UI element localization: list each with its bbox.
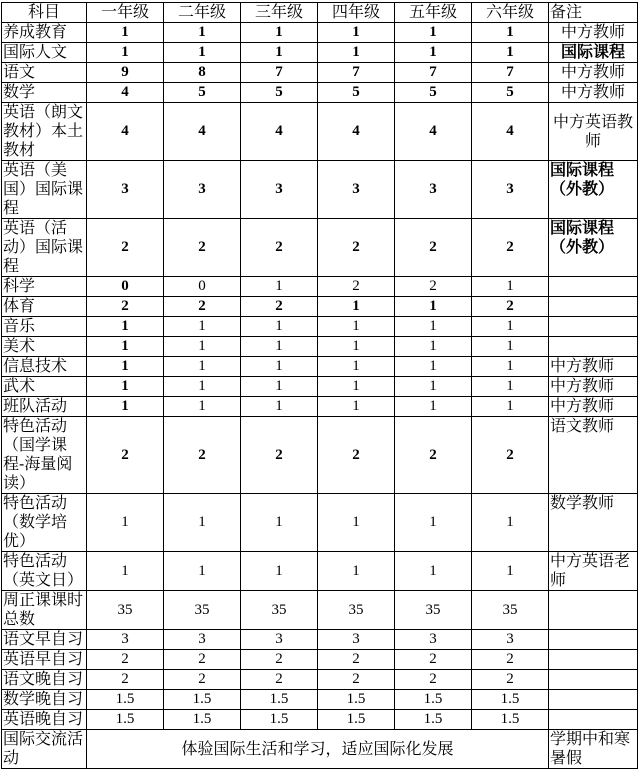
subject-name: 国际交流活动 (2, 730, 87, 769)
hours-grade-2: 3 (164, 161, 241, 219)
hours-grade-6: 3 (472, 161, 549, 219)
hours-grade-6: 1 (472, 552, 549, 591)
subject-row (2, 630, 638, 650)
hours-grade-2: 1 (164, 357, 241, 377)
hours-grade-1: 1.5 (87, 690, 164, 710)
hours-grade-6: 5 (472, 83, 549, 103)
hours-grade-5: 1 (395, 23, 472, 43)
remark-empty (549, 710, 638, 730)
hours-grade-4: 1 (318, 377, 395, 397)
remark: 中方教师 (549, 357, 638, 377)
hours-grade-5: 1 (395, 43, 472, 63)
hours-grade-3: 1 (241, 552, 318, 591)
hours-grade-6: 1.5 (472, 710, 549, 730)
header-subject: 科目 (2, 3, 87, 23)
hours-grade-6: 1 (472, 337, 549, 357)
hours-grade-5: 35 (395, 591, 472, 630)
header-row (2, 3, 638, 23)
hours-grade-5: 3 (395, 630, 472, 650)
remark: 中方教师 (549, 83, 638, 103)
remark-empty (549, 297, 638, 317)
hours-grade-3: 1 (241, 377, 318, 397)
subject-name: 美术 (2, 337, 87, 357)
subject-row (2, 219, 638, 277)
remark: 数学教师 (549, 494, 638, 552)
hours-grade-5: 1.5 (395, 710, 472, 730)
hours-grade-4: 1 (318, 23, 395, 43)
remark: 中方教师 (549, 23, 638, 43)
subject-row (2, 161, 638, 219)
hours-grade-2: 1 (164, 397, 241, 417)
remark-empty (549, 630, 638, 650)
subject-name: 特色活动（国学课程-海量阅读） (2, 417, 87, 494)
hours-grade-2: 1 (164, 377, 241, 397)
subject-name: 养成教育 (2, 23, 87, 43)
hours-grade-3: 1 (241, 317, 318, 337)
subject-name: 体育 (2, 297, 87, 317)
hours-grade-2: 2 (164, 219, 241, 277)
subject-row (2, 397, 638, 417)
hours-grade-1: 1.5 (87, 710, 164, 730)
remark-empty (549, 591, 638, 630)
hours-grade-5: 1 (395, 552, 472, 591)
subject-name: 数学 (2, 83, 87, 103)
hours-grade-4: 2 (318, 277, 395, 297)
subject-name: 英语（美国）国际课程 (2, 161, 87, 219)
hours-grade-3: 1.5 (241, 710, 318, 730)
hours-grade-3: 1 (241, 277, 318, 297)
subject-name: 英语（活动）国际课程 (2, 219, 87, 277)
subject-name: 武术 (2, 377, 87, 397)
hours-grade-1: 1 (87, 357, 164, 377)
subject-name: 国际人文 (2, 43, 87, 63)
header-grade-1: 一年级 (87, 3, 164, 23)
subject-row (2, 417, 638, 494)
hours-grade-2: 1 (164, 552, 241, 591)
hours-grade-2: 1 (164, 43, 241, 63)
hours-grade-3: 1 (241, 23, 318, 43)
remark: 中方教师 (549, 377, 638, 397)
remark: 国际课程 (549, 43, 638, 63)
hours-grade-2: 1.5 (164, 710, 241, 730)
header-grade-2: 二年级 (164, 3, 241, 23)
hours-grade-4: 1 (318, 337, 395, 357)
hours-grade-5: 1 (395, 317, 472, 337)
remark: 学期中和寒暑假 (549, 730, 638, 769)
subject-row (2, 494, 638, 552)
hours-grade-6: 1 (472, 494, 549, 552)
hours-grade-6: 35 (472, 591, 549, 630)
hours-grade-4: 2 (318, 417, 395, 494)
hours-grade-6: 2 (472, 650, 549, 670)
hours-grade-2: 2 (164, 670, 241, 690)
hours-grade-4: 3 (318, 630, 395, 650)
remark-empty (549, 277, 638, 297)
subject-row (2, 43, 638, 63)
hours-grade-6: 1 (472, 377, 549, 397)
subject-name: 信息技术 (2, 357, 87, 377)
exchange-row (2, 730, 638, 769)
hours-grade-6: 3 (472, 630, 549, 650)
subject-row (2, 650, 638, 670)
hours-grade-6: 1 (472, 397, 549, 417)
hours-grade-5: 2 (395, 277, 472, 297)
hours-grade-3: 2 (241, 417, 318, 494)
hours-grade-5: 5 (395, 83, 472, 103)
hours-grade-4: 2 (318, 670, 395, 690)
hours-grade-4: 1 (318, 317, 395, 337)
hours-grade-1: 2 (87, 650, 164, 670)
subject-row (2, 277, 638, 297)
hours-grade-4: 1 (318, 357, 395, 377)
hours-grade-3: 3 (241, 630, 318, 650)
hours-grade-1: 3 (87, 161, 164, 219)
hours-grade-1: 4 (87, 103, 164, 161)
remark: 国际课程（外教） (549, 219, 638, 277)
hours-grade-2: 1 (164, 337, 241, 357)
hours-grade-3: 5 (241, 83, 318, 103)
hours-grade-3: 1 (241, 43, 318, 63)
remark-empty (549, 317, 638, 337)
subject-row (2, 377, 638, 397)
hours-grade-3: 1 (241, 357, 318, 377)
hours-grade-3: 7 (241, 63, 318, 83)
hours-grade-6: 2 (472, 417, 549, 494)
hours-grade-3: 2 (241, 650, 318, 670)
hours-grade-3: 2 (241, 219, 318, 277)
hours-grade-4: 2 (318, 650, 395, 670)
hours-grade-2: 5 (164, 83, 241, 103)
hours-grade-1: 9 (87, 63, 164, 83)
hours-grade-4: 1 (318, 494, 395, 552)
hours-grade-2: 1 (164, 494, 241, 552)
hours-grade-3: 2 (241, 297, 318, 317)
subject-row (2, 357, 638, 377)
subject-name: 语文 (2, 63, 87, 83)
hours-grade-2: 3 (164, 630, 241, 650)
curriculum-table (1, 2, 638, 769)
remark: 中方教师 (549, 63, 638, 83)
subject-row (2, 63, 638, 83)
hours-grade-5: 1 (395, 357, 472, 377)
subject-name: 英语早自习 (2, 650, 87, 670)
subject-name: 科学 (2, 277, 87, 297)
subject-row (2, 670, 638, 690)
hours-grade-1: 1 (87, 337, 164, 357)
subject-row (2, 23, 638, 43)
hours-grade-2: 0 (164, 277, 241, 297)
remark-empty (549, 650, 638, 670)
hours-grade-2: 8 (164, 63, 241, 83)
hours-grade-4: 1 (318, 297, 395, 317)
hours-grade-5: 1 (395, 297, 472, 317)
subject-row (2, 337, 638, 357)
subject-name: 英语晚自习 (2, 710, 87, 730)
hours-grade-6: 2 (472, 219, 549, 277)
remark-empty (549, 690, 638, 710)
hours-grade-1: 35 (87, 591, 164, 630)
header-grade-4: 四年级 (318, 3, 395, 23)
hours-grade-4: 1.5 (318, 710, 395, 730)
hours-grade-5: 2 (395, 650, 472, 670)
header-grade-6: 六年级 (472, 3, 549, 23)
hours-grade-6: 1 (472, 23, 549, 43)
header-grade-5: 五年级 (395, 3, 472, 23)
hours-grade-1: 1 (87, 43, 164, 63)
hours-grade-1: 1 (87, 377, 164, 397)
subject-name: 特色活动（英文日） (2, 552, 87, 591)
subject-row (2, 710, 638, 730)
hours-grade-1: 1 (87, 317, 164, 337)
subject-row (2, 552, 638, 591)
hours-grade-4: 5 (318, 83, 395, 103)
remark: 语文教师 (549, 417, 638, 494)
hours-grade-3: 2 (241, 670, 318, 690)
subject-row (2, 83, 638, 103)
total-row (2, 591, 638, 630)
hours-grade-4: 7 (318, 63, 395, 83)
hours-grade-6: 1 (472, 277, 549, 297)
hours-grade-4: 1.5 (318, 690, 395, 710)
hours-grade-1: 1 (87, 23, 164, 43)
subject-name: 数学晚自习 (2, 690, 87, 710)
hours-grade-5: 1 (395, 494, 472, 552)
subject-name: 英语（朗文教材）本土教材 (2, 103, 87, 161)
subject-row (2, 297, 638, 317)
subject-name: 特色活动（数学培优） (2, 494, 87, 552)
subject-row (2, 690, 638, 710)
remark-empty (549, 337, 638, 357)
hours-grade-1: 1 (87, 397, 164, 417)
remark: 国际课程（外教） (549, 161, 638, 219)
hours-grade-3: 3 (241, 161, 318, 219)
hours-grade-2: 2 (164, 297, 241, 317)
hours-grade-1: 1 (87, 494, 164, 552)
hours-grade-6: 1 (472, 317, 549, 337)
hours-grade-2: 2 (164, 417, 241, 494)
hours-grade-6: 1 (472, 43, 549, 63)
hours-grade-2: 2 (164, 650, 241, 670)
subject-name: 周正课课时总数 (2, 591, 87, 630)
hours-grade-1: 1 (87, 552, 164, 591)
subject-row (2, 103, 638, 161)
subject-name: 语文早自习 (2, 630, 87, 650)
hours-grade-2: 35 (164, 591, 241, 630)
hours-grade-2: 1.5 (164, 690, 241, 710)
remark: 中方英语教师 (549, 103, 638, 161)
hours-grade-3: 1 (241, 397, 318, 417)
hours-grade-2: 1 (164, 317, 241, 337)
remark: 中方英语老师 (549, 552, 638, 591)
hours-grade-6: 1 (472, 357, 549, 377)
hours-grade-5: 2 (395, 417, 472, 494)
hours-grade-4: 1 (318, 397, 395, 417)
hours-grade-5: 3 (395, 161, 472, 219)
remark: 中方教师 (549, 397, 638, 417)
hours-grade-2: 1 (164, 23, 241, 43)
hours-grade-6: 2 (472, 297, 549, 317)
header-grade-3: 三年级 (241, 3, 318, 23)
hours-grade-3: 35 (241, 591, 318, 630)
hours-grade-4: 3 (318, 161, 395, 219)
hours-grade-1: 2 (87, 297, 164, 317)
hours-grade-5: 2 (395, 670, 472, 690)
hours-grade-6: 1.5 (472, 690, 549, 710)
header-remark: 备注 (549, 3, 638, 23)
activity-description: 体验国际生活和学习，适应国际化发展 (87, 730, 549, 769)
subject-name: 语文晚自习 (2, 670, 87, 690)
hours-grade-1: 4 (87, 83, 164, 103)
hours-grade-3: 1 (241, 337, 318, 357)
hours-grade-3: 1.5 (241, 690, 318, 710)
hours-grade-2: 4 (164, 103, 241, 161)
hours-grade-6: 4 (472, 103, 549, 161)
hours-grade-6: 2 (472, 670, 549, 690)
hours-grade-1: 2 (87, 417, 164, 494)
hours-grade-5: 1.5 (395, 690, 472, 710)
subject-name: 音乐 (2, 317, 87, 337)
hours-grade-3: 4 (241, 103, 318, 161)
hours-grade-6: 7 (472, 63, 549, 83)
hours-grade-3: 1 (241, 494, 318, 552)
hours-grade-5: 2 (395, 219, 472, 277)
hours-grade-5: 1 (395, 397, 472, 417)
hours-grade-5: 1 (395, 377, 472, 397)
hours-grade-5: 4 (395, 103, 472, 161)
hours-grade-4: 1 (318, 43, 395, 63)
hours-grade-4: 35 (318, 591, 395, 630)
hours-grade-1: 3 (87, 630, 164, 650)
hours-grade-4: 2 (318, 219, 395, 277)
hours-grade-4: 4 (318, 103, 395, 161)
hours-grade-5: 1 (395, 337, 472, 357)
hours-grade-5: 7 (395, 63, 472, 83)
remark-empty (549, 670, 638, 690)
subject-name: 班队活动 (2, 397, 87, 417)
hours-grade-1: 0 (87, 277, 164, 297)
hours-grade-1: 2 (87, 670, 164, 690)
subject-row (2, 317, 638, 337)
hours-grade-4: 1 (318, 552, 395, 591)
hours-grade-1: 2 (87, 219, 164, 277)
